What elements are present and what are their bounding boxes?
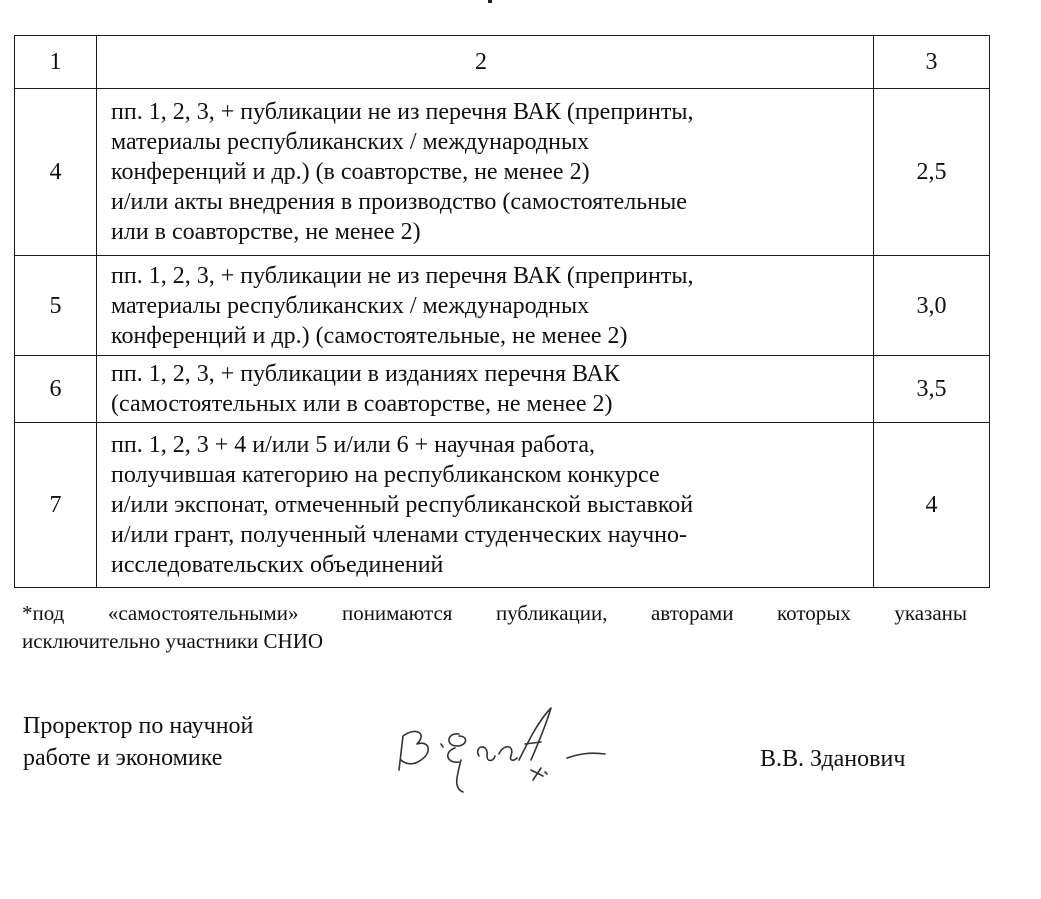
- footnote-word: понимаются: [341, 601, 453, 625]
- table-header-row: [15, 36, 990, 89]
- row-description: [97, 256, 874, 356]
- description-line: и/или грант, полученный членами студенческих научно-: [111, 522, 687, 548]
- row-description: [97, 89, 874, 256]
- row-description: [97, 356, 874, 423]
- description-line: и/или экспонат, отмеченный республиканской выставкой: [111, 492, 694, 518]
- row-description: [97, 423, 874, 588]
- description-line: пп. 1, 2, 3 + 4 и/или 5 и/или 6 + научная работа,: [111, 432, 595, 458]
- header-cell-2: 2: [97, 36, 874, 89]
- footnote-word: публикации,: [495, 601, 608, 625]
- table-row: [15, 256, 990, 356]
- description-line: пп. 1, 2, 3, + публикации не из перечня ВАК (препринты,: [111, 99, 694, 125]
- signer-position-line-2: работе и экономике: [23, 745, 223, 771]
- footnote-word: которых: [776, 601, 851, 625]
- footnote-line-2: исключительно участники СНИО: [22, 629, 324, 653]
- description-line: и/или акты внедрения в производство (самостоятельные: [111, 189, 687, 215]
- description-line: материалы республиканских / международных: [111, 129, 590, 155]
- handwritten-signature: [395, 700, 625, 800]
- description-line: (самостоятельных или в соавторстве, не менее 2): [111, 391, 613, 417]
- header-cell-1: 1: [15, 36, 97, 89]
- description-line: или в соавторстве, не менее 2): [111, 219, 421, 245]
- footnote-line-1: [22, 599, 967, 627]
- signer-name: В.В. Зданович: [760, 746, 906, 772]
- header-cell-3: 3: [874, 36, 990, 89]
- row-score: 4: [874, 423, 990, 588]
- description-line: получившая категорию на республиканском конкурсе: [111, 462, 660, 488]
- row-number: 6: [15, 356, 97, 423]
- footnote-word: указаны: [894, 601, 967, 625]
- footnote-word: *под: [22, 601, 65, 625]
- table-row: [15, 89, 990, 256]
- description-line: исследовательских объединений: [111, 552, 444, 578]
- signer-position-line-1: Проректор по научной: [23, 713, 254, 739]
- footnote-word: «самостоятельными»: [107, 601, 299, 625]
- criteria-table: [14, 35, 990, 588]
- row-score: 3,5: [874, 356, 990, 423]
- scan-mark: [488, 0, 492, 3]
- row-number: 5: [15, 256, 97, 356]
- description-line: конференций и др.) (самостоятельные, не менее 2): [111, 322, 628, 349]
- footnote: [22, 599, 967, 655]
- table-row: [15, 423, 990, 588]
- row-number: 7: [15, 423, 97, 588]
- row-number: 4: [15, 89, 97, 256]
- description-line: пп. 1, 2, 3, + публикации в изданиях перечня ВАК: [111, 361, 620, 387]
- signer-position: [23, 710, 253, 774]
- footnote-word: авторами: [650, 601, 734, 625]
- row-score: 3,0: [874, 256, 990, 356]
- description-line: конференций и др.) (в соавторстве, не менее 2): [111, 159, 590, 185]
- table-row: [15, 356, 990, 423]
- row-score: 2,5: [874, 89, 990, 256]
- description-line: материалы республиканских / международных: [111, 292, 590, 319]
- description-line: пп. 1, 2, 3, + публикации не из перечня ВАК (препринты,: [111, 262, 694, 289]
